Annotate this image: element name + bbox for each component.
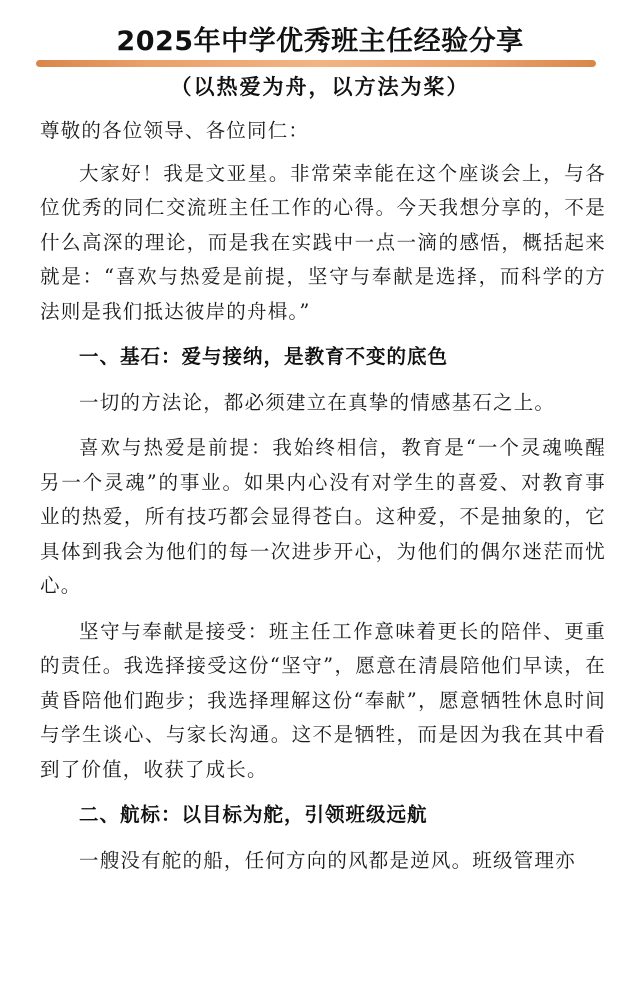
section1-paragraph-2: 喜欢与热爱是前提：我始终相信，教育是“一个灵魂唤醒另一个灵魂”的事业。如果内心没有对学生的喜爱、对教育事业的热爱，所有技巧都会显得苍白。这种爱，不是抽象的，它具体到我会为他们的每一次进步开心，为他们的偶尔迷茫而忧心。 — [40, 436, 606, 597]
document-body — [40, 114, 606, 889]
section1-paragraph-3: 坚守与奉献是接受：班主任工作意味着更长的陪伴、更重的责任。我选择接受这份“坚守”，愿意在清晨陪他们早读，在黄昏陪他们跑步；我选择理解这份“奉献”，愿意牺牲休息时间与学生谈心、与家长沟通。这不是牺牲，而是因为我在其中看到了价值，收获了成长。 — [40, 619, 606, 781]
document-title: 2025年中学优秀班主任经验分享 — [116, 26, 524, 57]
section-heading-1: 一、基石：爱与接纳，是教育不变的底色 — [79, 345, 449, 368]
section2-paragraph-1: 一艘没有舵的船，任何方向的风都是逆风。班级管理亦 — [79, 848, 576, 872]
title-area — [0, 24, 640, 60]
document-subtitle: （以热爱为舟，以方法为桨） — [170, 75, 470, 99]
intro-paragraph: 大家好！我是文亚星。非常荣幸能在这个座谈会上，与各位优秀的同仁交流班主任工作的心得。今天我想分享的，不是什么高深的理论，而是我在实践中一点一滴的感悟，概括起来就是：“喜欢与热爱是前提，坚守与奉献是选择，而科学的方法则是我们抵达彼岸的舟楫。” — [40, 161, 606, 323]
title-underline-decoration — [36, 60, 596, 67]
section-heading-2: 二、航标：以目标为舵，引领班级远航 — [79, 803, 428, 826]
section1-paragraph-1: 一切的方法论，都必须建立在真挚的情感基石之上。 — [79, 390, 556, 414]
salutation: 尊敬的各位领导、各位同仁： — [40, 119, 310, 142]
